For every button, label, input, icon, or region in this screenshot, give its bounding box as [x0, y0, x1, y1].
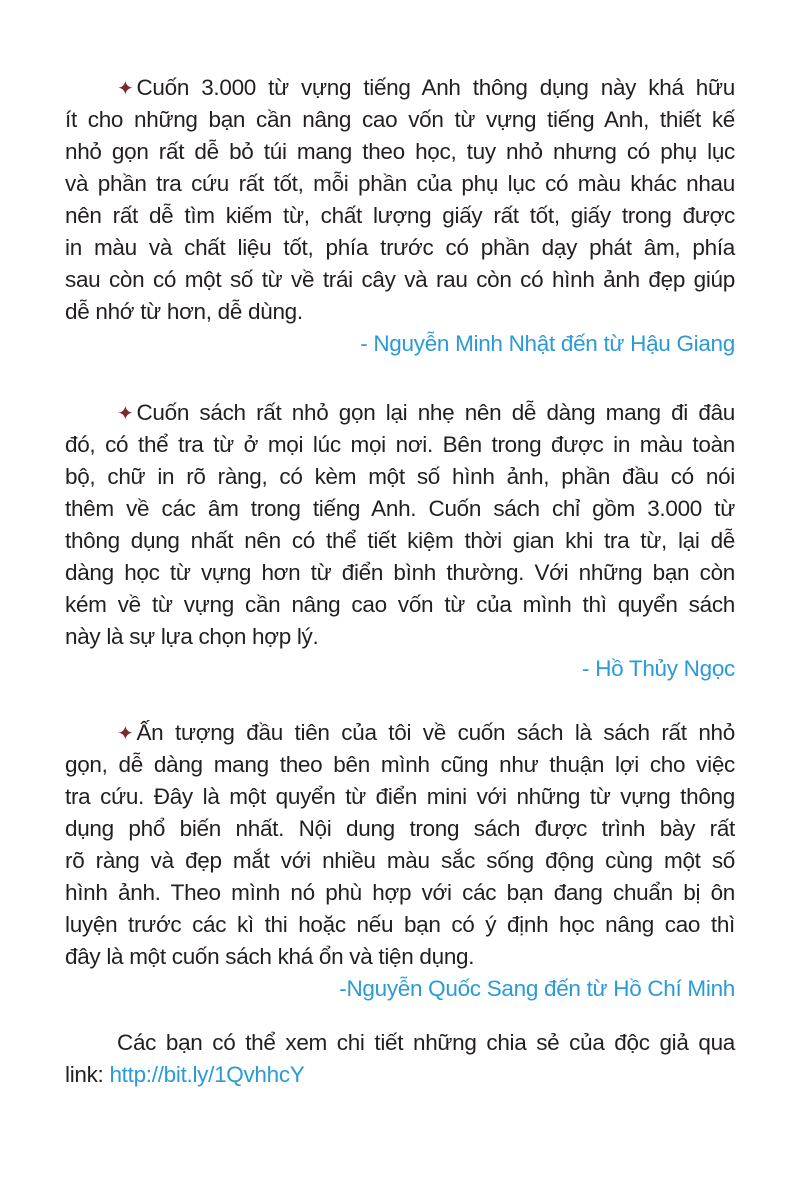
review-text: nên rất dễ tìm kiếm từ, chất lượng giấy rất tốt, giấy trong được [65, 203, 735, 228]
review-line [65, 104, 735, 136]
review-line [65, 200, 735, 232]
review-text: sau còn có một số từ về trái cây và rau còn có hình ảnh đẹp giúp [65, 267, 735, 292]
review-text: đó, có thể tra từ ở mọi lúc mọi nơi. Bên trong được in màu toàn [65, 432, 735, 457]
review-author: -Nguyễn Quốc Sang đến từ Hồ Chí Minh [339, 976, 735, 1001]
review-text: đây là một cuốn sách khá ổn và tiện dụng. [65, 944, 475, 969]
review-link[interactable]: http://bit.ly/1QvhhcY [109, 1062, 305, 1087]
review-line [65, 589, 735, 621]
review-text: Cuốn sách rất nhỏ gọn lại nhẹ nên dễ dàng mang đi đâu [136, 400, 735, 425]
review-author: - Hồ Thủy Ngọc [582, 656, 735, 681]
review-line [65, 429, 735, 461]
review-line [65, 525, 735, 557]
review-text: thêm về các âm trong tiếng Anh. Cuốn sách chỉ gồm 3.000 từ [65, 496, 735, 521]
review-line [65, 136, 735, 168]
review-3 [65, 717, 735, 1005]
review-text: và phần tra cứu rất tốt, mỗi phần của phụ lục có màu khác nhau [65, 171, 735, 196]
review-text: dụng phổ biến nhất. Nội dung trong sách được trình bày rất [65, 816, 735, 841]
closing-line-1: Các bạn có thể xem chi tiết những chia sẻ của độc giả qua [117, 1030, 735, 1055]
review-line [65, 557, 735, 589]
review-text: Cuốn 3.000 từ vựng tiếng Anh thông dụng này khá hữu [136, 75, 735, 100]
review-text: luyện trước các kì thi hoặc nếu bạn có ý định học nâng cao thì [65, 912, 735, 937]
review-line [65, 264, 735, 296]
review-text: in màu và chất liệu tốt, phía trước có phần dạy phát âm, phía [65, 235, 735, 260]
review-text: Ấn tượng đầu tiên của tôi về cuốn sách là sách rất nhỏ [136, 720, 735, 745]
review-text: thông dụng nhất nên có thể tiết kiệm thời gian khi tra từ, lại dễ [65, 528, 735, 553]
four-point-star-icon: ✦ [117, 78, 134, 100]
review-text: bộ, chữ in rõ ràng, có kèm một số hình ảnh, phần đầu có nói [65, 464, 735, 489]
review-text: hình ảnh. Theo mình nó phù hợp với các bạn đang chuẩn bị ôn [65, 880, 735, 905]
review-line [65, 621, 735, 653]
review-line [65, 168, 735, 200]
review-line [65, 909, 735, 941]
review-line [65, 877, 735, 909]
review-line [65, 845, 735, 877]
review-line [65, 72, 735, 104]
review-1 [65, 72, 735, 360]
review-text: nhỏ gọn rất dễ bỏ túi mang theo học, tuy nhỏ nhưng có phụ lục [65, 139, 735, 164]
review-line [65, 781, 735, 813]
review-text: tra cứu. Đây là một quyển từ điển mini với những từ vựng thông [65, 784, 735, 809]
review-text: dàng học từ vựng hơn từ điển bình thường. Với những bạn còn [65, 560, 735, 585]
review-2 [65, 397, 735, 685]
closing-paragraph [65, 1027, 735, 1091]
review-line [65, 941, 735, 973]
review-line [65, 749, 735, 781]
review-line [65, 813, 735, 845]
review-line [65, 461, 735, 493]
review-line [65, 296, 735, 328]
review-text: này là sự lựa chọn hợp lý. [65, 624, 319, 649]
review-line [65, 397, 735, 429]
review-line [65, 493, 735, 525]
review-text: rõ ràng và đẹp mắt với nhiều màu sắc sống động cùng một số [65, 848, 735, 873]
closing-line-2 [65, 1059, 735, 1091]
four-point-star-icon: ✦ [117, 403, 134, 425]
review-text: dễ nhớ từ hơn, dễ dùng. [65, 299, 303, 324]
review-line [65, 717, 735, 749]
review-author: - Nguyễn Minh Nhật đến từ Hậu Giang [360, 331, 735, 356]
review-text: kém về từ vựng cần nâng cao vốn từ của mình thì quyển sách [65, 592, 735, 617]
four-point-star-icon: ✦ [117, 723, 134, 745]
review-text: ít cho những bạn cần nâng cao vốn từ vựng tiếng Anh, thiết kế [65, 107, 735, 132]
review-text: gọn, dễ dàng mang theo bên mình cũng như thuận lợi cho việc [65, 752, 735, 777]
link-label: link: [65, 1062, 110, 1087]
review-line [65, 232, 735, 264]
